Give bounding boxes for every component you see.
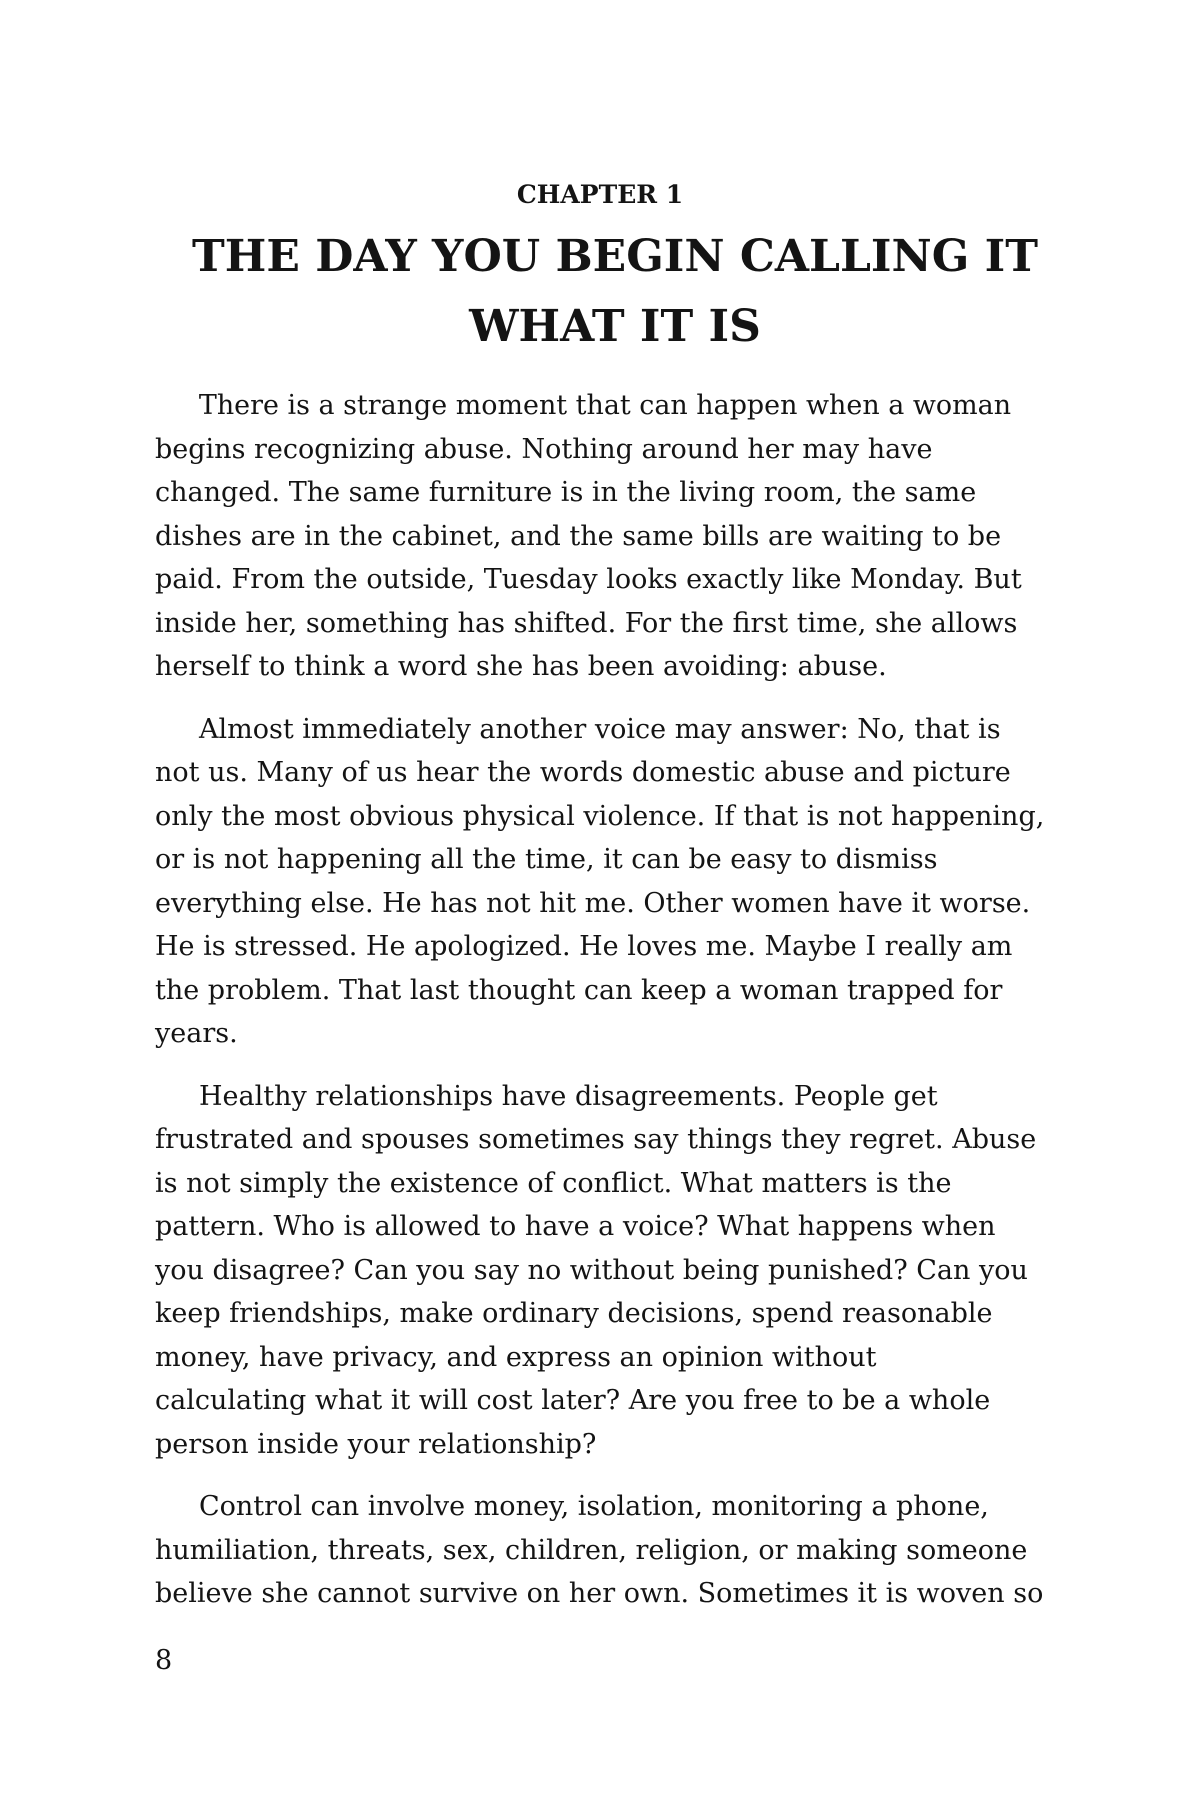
paragraph-1 bbox=[155, 384, 1055, 689]
text-line: dishes are in the cabinet, and the same bills are waiting to be bbox=[155, 520, 1002, 552]
text-line: money, have privacy, and express an opinion without bbox=[155, 1341, 877, 1373]
chapter-title bbox=[180, 222, 1050, 362]
text-line: not us. Many of us hear the words domestic abuse and picture bbox=[155, 757, 1011, 788]
text-line: or is not happening all the time, it can be easy to dismiss bbox=[155, 844, 938, 875]
text-line: Almost immediately another voice may answer: No, that is bbox=[199, 713, 1001, 745]
text-line: person inside your relationship? bbox=[155, 1428, 597, 1460]
text-line: herself to think a word she has been avoiding: abuse. bbox=[155, 651, 887, 682]
text-line: is not simply the existence of conflict. What matters is the bbox=[155, 1167, 952, 1199]
text-line: everything else. He has not hit me. Other women have it worse. bbox=[155, 887, 1031, 919]
text-line: humiliation, threats, sex, children, religion, or making someone bbox=[155, 1534, 1028, 1566]
chapter-title-line-2: WHAT IT IS bbox=[469, 301, 761, 352]
text-line: the problem. That last thought can keep a woman trapped for bbox=[155, 974, 1003, 1006]
text-line: you disagree? Can you say no without being punished? Can you bbox=[155, 1254, 1028, 1286]
text-line: calculating what it will cost later? Are you free to be a whole bbox=[155, 1385, 991, 1416]
text-line: inside her, something has shifted. For the first time, she allows bbox=[155, 607, 1018, 639]
text-line: frustrated and spouses sometimes say things they regret. Abuse bbox=[155, 1124, 1037, 1155]
page-number: 8 bbox=[155, 1645, 173, 1676]
text-line: pattern. Who is allowed to have a voice? What happens when bbox=[155, 1211, 996, 1242]
text-line: changed. The same furniture is in the living room, the same bbox=[155, 477, 977, 508]
paragraph-2 bbox=[155, 708, 1055, 1056]
paragraph-3 bbox=[155, 1075, 1055, 1467]
text-line: There is a strange moment that can happen when a woman bbox=[198, 390, 1012, 421]
paragraph-4 bbox=[155, 1485, 1055, 1616]
chapter-body bbox=[155, 384, 1055, 1635]
text-line: years. bbox=[155, 1018, 238, 1049]
text-line: paid. From the outside, Tuesday looks exactly like Monday. But bbox=[155, 564, 1022, 595]
text-line: keep friendships, make ordinary decisions, spend reasonable bbox=[155, 1298, 993, 1329]
chapter-title-line-1: THE DAY YOU BEGIN CALLING IT bbox=[192, 231, 1038, 282]
text-line: Healthy relationships have disagreements. People get bbox=[199, 1080, 938, 1112]
text-line: Control can involve money, isolation, monitoring a phone, bbox=[199, 1491, 989, 1522]
chapter-label: CHAPTER 1 bbox=[516, 180, 684, 209]
text-line: only the most obvious physical violence. If that is not happening, bbox=[155, 800, 1045, 832]
text-line: He is stressed. He apologized. He loves me. Maybe I really am bbox=[155, 931, 1013, 962]
text-line: begins recognizing abuse. Nothing around her may have bbox=[155, 433, 933, 465]
text-line: believe she cannot survive on her own. Sometimes it is woven so bbox=[155, 1578, 1044, 1609]
